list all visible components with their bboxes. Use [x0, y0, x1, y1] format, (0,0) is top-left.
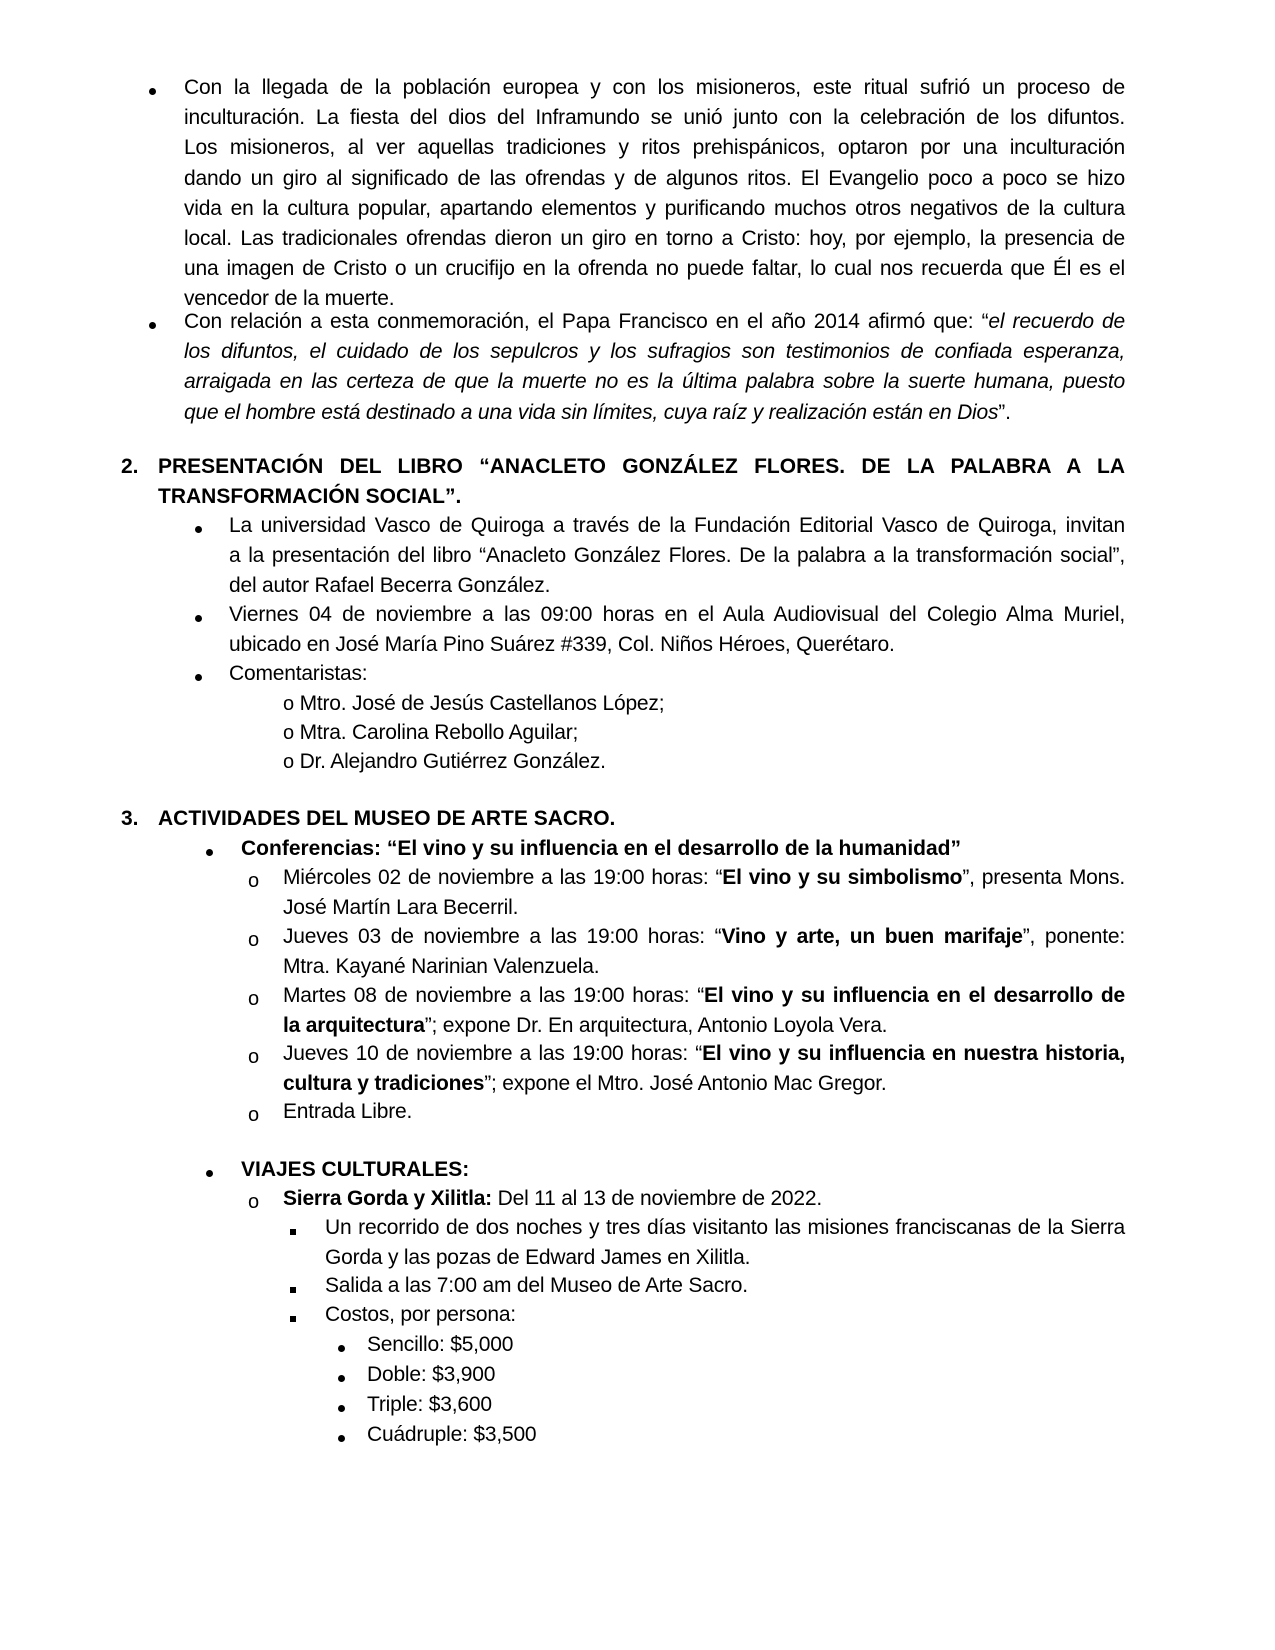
commentator-item	[283, 718, 578, 748]
conference-title: El vino y su influencia en el desarrollo de	[704, 984, 1125, 1007]
cost-item: Sencillo: $5,000	[367, 1333, 514, 1356]
trip-detail: Costos, por persona:	[325, 1303, 516, 1326]
text-line: Con la llegada de la población europea y con los misioneros, este ritual sufrió un proceso de	[184, 76, 1125, 99]
section-title: PRESENTACIÓN DEL LIBRO “ANACLETO GONZÁLEZ FLORES. DE LA PALABRA A LA	[158, 455, 1125, 478]
square-bullet-icon	[290, 1301, 296, 1331]
conference-item	[283, 981, 1125, 1041]
conference-title: cultura y tradiciones	[283, 1072, 485, 1096]
conference-item	[283, 863, 1125, 923]
conference-title: Vino y arte, un buen marifaje	[721, 925, 1023, 948]
commentator-item	[283, 747, 606, 777]
cost-item: Triple: $3,600	[367, 1393, 492, 1416]
trip-detail	[325, 1213, 1125, 1273]
text-line: ubicado en José María Pino Suárez #339, Col. Niños Héroes, Querétaro.	[229, 633, 895, 657]
quote-text: que el hombre está destinado a una vida sin límites, cuya raíz y realización están en Dios	[184, 400, 999, 424]
trip-detail: Salida a las 7:00 am del Museo de Arte Sacro.	[325, 1274, 748, 1297]
conference-speaker: ”; expone el Mtro. José Antonio Mac Gregor.	[484, 1072, 887, 1096]
text-line: del autor Rafael Becerra González.	[229, 574, 551, 598]
conference-suffix: ”, presenta Mons.	[962, 866, 1126, 889]
text-line: una imagen de Cristo o un crucifijo en la ofrenda no puede faltar, lo cual nos recuerda que Él es el	[184, 257, 1125, 281]
bullet-icon	[149, 308, 156, 338]
quote-text: el recuerdo de	[988, 310, 1125, 333]
circle-bullet-icon: o	[248, 1191, 259, 1213]
text-line: Un recorrido de dos noches y tres días visitanto las misiones franciscanas de la Sierra	[325, 1216, 1125, 1239]
text-line: vida en la cultura popular, apartando elementos y purificando muchos otros negativos de la cultura	[184, 196, 1125, 220]
circle-bullet-icon: o	[248, 1104, 259, 1126]
paragraph-event-details	[229, 600, 1125, 660]
bullet-icon	[338, 1331, 345, 1361]
bullet-icon	[338, 1421, 345, 1451]
commentator-name: Mtra. Carolina Rebollo Aguilar;	[299, 721, 579, 744]
text-line: a la presentación del libro “Anacleto González Flores. De la palabra a la transformación social”,	[229, 544, 1125, 568]
conference-date: Jueves 10 de noviembre a las 19:00 horas: “	[283, 1042, 703, 1065]
text-line: dando un giro al significado de las ofrendas y de algunos ritos. El Evangelio poco a poco se hizo	[184, 166, 1125, 190]
bullet-icon	[338, 1391, 345, 1421]
text-line	[283, 863, 1125, 893]
text-line: Los misioneros, al ver aquellas tradiciones y ritos prehispánicos, optaron por una inculturación	[184, 136, 1125, 160]
paragraph-pope-quote	[184, 307, 1125, 428]
text-line	[283, 893, 1125, 923]
trip-dates: Del 11 al 13 de noviembre de 2022.	[491, 1187, 822, 1210]
bullet-icon	[195, 660, 202, 690]
paragraph-presentation	[229, 511, 1125, 602]
conference-date: Miércoles 02 de noviembre a las 19:00 horas: “	[283, 866, 723, 889]
bullet-icon	[206, 1156, 213, 1186]
cost-item: Doble: $3,900	[367, 1363, 496, 1386]
text-line	[283, 1039, 1125, 1069]
circle-bullet-icon: o	[248, 1046, 259, 1068]
commentators-label: Comentaristas:	[229, 662, 368, 685]
conferences-title: Conferencias: “El vino y su influencia en el desarrollo de la humanidad”	[241, 837, 962, 860]
quote-closing: ”.	[998, 400, 1011, 424]
text-line	[283, 981, 1125, 1011]
trip-item	[283, 1184, 822, 1214]
circle-bullet-icon: o	[248, 988, 259, 1010]
text-line: La universidad Vasco de Quiroga a través de la Fundación Editorial Vasco de Quiroga, invitan	[229, 514, 1125, 537]
trips-title: VIAJES CULTURALES:	[241, 1158, 470, 1181]
cost-item: Cuádruple: $3,500	[367, 1423, 537, 1446]
conference-item	[283, 1039, 1125, 1099]
conference-speaker: Mtra. Kayané Narinian Valenzuela.	[283, 955, 600, 979]
circle-bullet-icon: o	[248, 870, 259, 892]
text-line	[283, 1011, 1125, 1041]
quote-intro: Con relación a esta conmemoración, el Papa Francisco en el año 2014 afirmó que: “	[184, 310, 989, 333]
bullet-icon	[338, 1361, 345, 1391]
section-number: 3.	[121, 807, 139, 830]
circle-bullet-icon: o	[283, 722, 294, 744]
conference-date: Martes 08 de noviembre a las 19:00 horas: “	[283, 984, 705, 1007]
text-line	[184, 307, 1125, 337]
section-title: TRANSFORMACIÓN SOCIAL”.	[158, 485, 462, 508]
text-line: local. Las tradicionales ofrendas dieron un giro en torno a Cristo: hoy, por ejemplo, la presencia de	[184, 227, 1125, 251]
conference-date: Jueves 03 de noviembre a las 19:00 horas: “	[283, 925, 722, 948]
bullet-icon	[195, 512, 202, 542]
conference-title: El vino y su simbolismo	[722, 866, 963, 889]
conference-speaker: ”; expone Dr. En arquitectura, Antonio Loyola Vera.	[424, 1014, 888, 1038]
text-line: Viernes 04 de noviembre a las 09:00 horas en el Aula Audiovisual del Colegio Alma Muriel,	[229, 603, 1125, 626]
text-line	[283, 952, 1125, 982]
text-line	[283, 1069, 1125, 1099]
conference-suffix: ”, ponente:	[1022, 925, 1126, 948]
square-bullet-icon	[290, 1214, 296, 1244]
section-number: 2.	[121, 455, 139, 478]
circle-bullet-icon: o	[248, 929, 259, 951]
bullet-icon	[206, 835, 213, 865]
text-line: Gorda y las pozas de Edward James en Xilitla.	[325, 1246, 751, 1270]
text-line	[184, 337, 1125, 367]
quote-text: los difuntos, el cuidado de los sepulcros y los sufragios son testimonios de confiada esperanza,	[184, 340, 1125, 364]
commentator-name: Mtro. José de Jesús Castellanos López;	[299, 692, 665, 715]
commentator-name: Dr. Alejandro Gutiérrez González.	[299, 750, 606, 773]
conference-speaker: José Martín Lara Becerril.	[283, 896, 519, 920]
text-line	[184, 398, 1125, 428]
commentator-item	[283, 689, 664, 719]
text-line: inculturación. La fiesta del dios del Inframundo se unió junto con la celebración de los difuntos.	[184, 106, 1125, 130]
conference-title: El vino y su influencia en nuestra historia,	[702, 1042, 1126, 1065]
circle-bullet-icon: o	[283, 751, 294, 773]
quote-text: arraigada en las certeza de que la muerte no es la última palabra sobre la suerte humana, puesto	[184, 370, 1125, 394]
text-line: vencedor de la muerte.	[184, 287, 395, 311]
square-bullet-icon	[290, 1272, 296, 1302]
trip-name: Sierra Gorda y Xilitla:	[283, 1187, 492, 1210]
section-title: ACTIVIDADES DEL MUSEO DE ARTE SACRO.	[158, 807, 616, 830]
paragraph-inculturation	[184, 73, 1125, 315]
entrance-note: Entrada Libre.	[283, 1100, 413, 1123]
text-line	[184, 367, 1125, 397]
conference-item	[283, 922, 1125, 982]
conference-title: la arquitectura	[283, 1014, 425, 1038]
bullet-icon	[195, 601, 202, 631]
text-line	[283, 922, 1125, 952]
circle-bullet-icon: o	[283, 693, 294, 715]
bullet-icon	[149, 74, 156, 104]
